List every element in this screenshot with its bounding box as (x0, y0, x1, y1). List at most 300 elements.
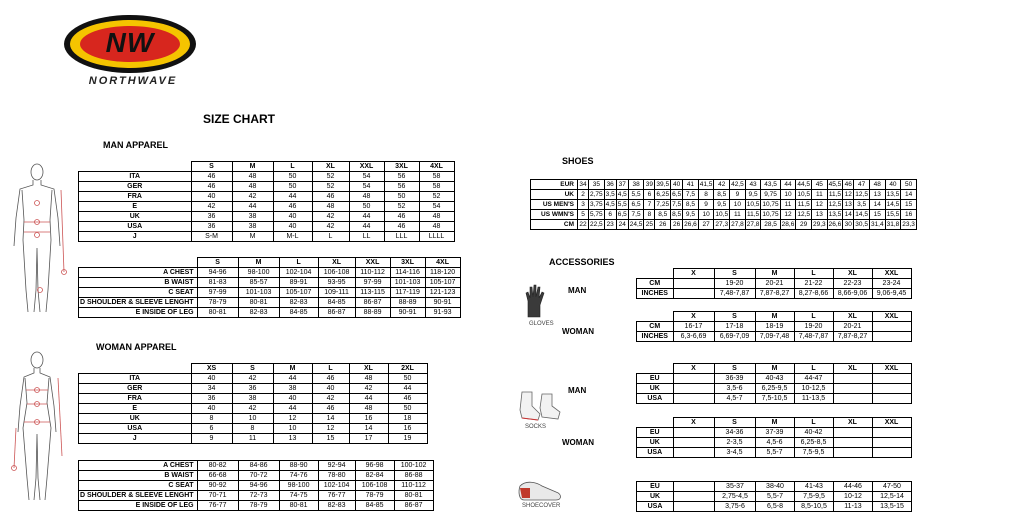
cell: 31,8 (886, 221, 900, 228)
cell: 19-20 (714, 279, 755, 289)
cell: 40 (273, 222, 312, 232)
row-label: UK (79, 212, 192, 222)
row-label: UK (637, 492, 674, 502)
table-row (637, 438, 912, 448)
cell: 8 (232, 424, 273, 434)
cell: 14 (312, 414, 349, 424)
row-label: FRA (79, 394, 192, 404)
cell: 8,5 (655, 210, 671, 220)
cell: M-L (273, 232, 312, 242)
cell: 11 (780, 200, 796, 210)
cell: 7,5-10,5 (755, 394, 794, 404)
cell: 12 (844, 191, 852, 198)
cell: 94-96 (197, 268, 238, 278)
cell: 56 (384, 182, 419, 192)
cell (872, 322, 911, 332)
cell: 54 (349, 182, 384, 192)
header-cell: XL (833, 269, 872, 279)
cell: 2 (578, 190, 589, 200)
cell: 8 (698, 190, 714, 200)
cell: 6,25-8,5 (794, 438, 833, 448)
cell: 44-47 (794, 374, 833, 384)
cell: 26,6 (684, 221, 697, 228)
table-row (637, 322, 912, 332)
cell (674, 502, 715, 512)
cell: 91-93 (425, 308, 460, 318)
table-row (79, 232, 455, 242)
cell: 13 (844, 201, 852, 208)
cell: 105-107 (279, 288, 318, 298)
cell (833, 394, 872, 404)
cell: 48 (349, 192, 384, 202)
table-row (79, 461, 434, 471)
gloves-man-table (636, 268, 912, 299)
cell: 44 (388, 384, 427, 394)
cell: 76-77 (318, 491, 355, 501)
logo-brand: NORTHWAVE (88, 75, 178, 87)
cell: 9 (698, 200, 714, 210)
cell: 44 (273, 192, 312, 202)
cell: 113-115 (355, 288, 390, 298)
row-label: CM (531, 220, 578, 230)
cell: 6,5 (617, 211, 627, 218)
cell (833, 438, 872, 448)
cell: 12,5 (855, 191, 868, 198)
cell: 6,3-6,69 (673, 332, 714, 342)
cell: 114-116 (390, 268, 425, 278)
header-cell: XL (833, 364, 872, 374)
cell (673, 384, 714, 394)
header-cell: XL (833, 418, 872, 428)
cell: 82-83 (318, 501, 355, 511)
cell: 40-43 (755, 374, 794, 384)
cell: 18 (388, 414, 427, 424)
cell: L (312, 232, 349, 242)
table-header-row (637, 364, 912, 374)
table-row (79, 404, 428, 414)
table-row (79, 374, 428, 384)
cell: 47 (854, 180, 870, 190)
table-row (79, 394, 428, 404)
cell: 14 (869, 200, 885, 210)
cell: 24,5 (629, 221, 643, 228)
cell: 44 (780, 180, 796, 190)
cell: 46 (388, 394, 427, 404)
cell: 82-83 (279, 298, 318, 308)
cell: 11-13,5 (794, 394, 833, 404)
cell: 14 (901, 190, 917, 200)
row-label: USA (637, 394, 674, 404)
table-header-row (637, 269, 912, 279)
cell: 20-21 (755, 279, 794, 289)
cell (673, 428, 714, 438)
header-cell: M (755, 269, 794, 279)
cell (673, 279, 714, 289)
cell: 110-112 (355, 268, 390, 278)
cell: 28,5 (761, 220, 780, 230)
cell: 34-36 (714, 428, 755, 438)
table-row (79, 268, 461, 278)
cell: 16 (388, 424, 427, 434)
socks-man-table (636, 363, 912, 404)
cell: 3,75-6 (715, 502, 756, 512)
row-label: CM (637, 322, 674, 332)
cell: 15 (901, 200, 917, 210)
cell: 96-98 (355, 461, 394, 471)
table-row (637, 448, 912, 458)
cell: 44 (273, 404, 312, 414)
cell: 88-89 (355, 308, 390, 318)
cell: 54 (419, 202, 454, 212)
cell: 42 (232, 404, 273, 414)
cell: 7,48-7,87 (794, 332, 833, 342)
cell: 6,25 (656, 191, 670, 198)
header-cell: 4XL (425, 258, 460, 268)
man-size-conversion-table (78, 161, 455, 242)
cell: 80-81 (238, 298, 279, 308)
header-cell: M (273, 364, 312, 374)
cell: 26 (655, 220, 671, 230)
cell (872, 428, 911, 438)
header-cell: L (794, 312, 833, 322)
cell: 6,5 (672, 191, 682, 198)
cell: 41 (683, 180, 699, 190)
cell: 86-87 (318, 308, 355, 318)
cell: 12 (273, 414, 312, 424)
cell: 48 (419, 212, 454, 222)
table-row (79, 182, 455, 192)
cell: 10 (698, 210, 714, 220)
cell: 11 (730, 210, 746, 220)
row-label: US MEN'S (531, 200, 578, 210)
cell: 12,5-14 (873, 492, 912, 502)
logo-initials: NW (105, 27, 155, 58)
header-cell: X (673, 418, 714, 428)
row-label: C SEAT (79, 288, 198, 298)
row-label: GER (79, 182, 192, 192)
row-label: UK (637, 384, 674, 394)
cell: 45,5 (828, 181, 842, 188)
cell: 8,5-10,5 (795, 502, 834, 512)
cell: 2,75-4,5 (715, 492, 756, 502)
gloves-caption: GLOVES (529, 321, 554, 327)
cell: 16-17 (673, 322, 714, 332)
cell: 9,06-9,45 (872, 289, 911, 299)
cell: 11 (232, 434, 273, 444)
header-cell: M (238, 258, 279, 268)
cell: 40-42 (794, 428, 833, 438)
cell: 38 (232, 394, 273, 404)
row-label: B WAIST (79, 471, 198, 481)
table-row (637, 502, 912, 512)
cell: 50 (388, 374, 427, 384)
cell: 44 (349, 394, 388, 404)
cell: 7,5 (683, 190, 699, 200)
header-cell: 3XL (384, 162, 419, 172)
cell: 24 (616, 220, 628, 230)
cell: 27,3 (715, 221, 729, 228)
cell (833, 428, 872, 438)
cell (872, 384, 911, 394)
cell: 38 (232, 212, 273, 222)
cell: 34 (579, 181, 587, 188)
cell: 40 (191, 404, 232, 414)
shoecover-table (636, 481, 912, 512)
cell: 22 (579, 221, 587, 228)
cell: 13 (273, 434, 312, 444)
cell: 23,3 (902, 221, 915, 228)
cell (833, 374, 872, 384)
cell: 8,5 (714, 190, 730, 200)
cell: 19 (388, 434, 427, 444)
cell: 8,5 (672, 211, 682, 218)
table-row (79, 202, 455, 212)
cell: 48 (312, 202, 349, 212)
table-header-row (637, 418, 912, 428)
cell: 30 (844, 221, 852, 228)
table-row (637, 279, 912, 289)
cell: 7,09-7,48 (755, 332, 794, 342)
woman-figure (6, 348, 68, 508)
cell: 9,5 (745, 190, 761, 200)
cell: 90-92 (197, 481, 238, 491)
corner-cell (637, 269, 674, 279)
cell: 42 (349, 384, 388, 394)
cell: 40 (191, 192, 232, 202)
cell: 9,75 (761, 190, 780, 200)
cell: 44 (349, 212, 384, 222)
cell: 93-95 (318, 278, 355, 288)
cell: 36 (191, 222, 232, 232)
row-label: A CHEST (79, 461, 198, 471)
table-row (79, 288, 461, 298)
cell: 58 (419, 172, 454, 182)
table-row (531, 200, 917, 210)
table-row (79, 192, 455, 202)
table-row (637, 374, 912, 384)
header-cell: XL (833, 312, 872, 322)
cell: 44-46 (834, 482, 873, 492)
corner-cell (637, 312, 674, 322)
table-row (79, 222, 455, 232)
cell: 76-77 (197, 501, 238, 511)
cell: 98-100 (238, 268, 279, 278)
cell: 4,5-7 (714, 394, 755, 404)
cell (872, 332, 911, 342)
cell: 42,5 (731, 181, 744, 188)
cell: 11,5 (746, 211, 760, 218)
header-cell: S (714, 312, 755, 322)
table-header-row (637, 312, 912, 322)
corner-cell (637, 418, 674, 428)
cell: 6,5-8 (756, 502, 795, 512)
cell: 40 (273, 212, 312, 222)
cell: 80-81 (197, 308, 238, 318)
cell: 82-83 (238, 308, 279, 318)
header-cell: L (273, 162, 312, 172)
cell: 6,5 (628, 200, 644, 210)
cell: 110-112 (394, 481, 433, 491)
cell: 9,5 (683, 210, 699, 220)
cell: 4,5 (605, 201, 615, 208)
header-cell: M (755, 418, 794, 428)
corner-cell (637, 364, 674, 374)
header-cell: XXL (355, 258, 390, 268)
cell: 117-119 (390, 288, 425, 298)
cell: 40 (671, 180, 683, 190)
cell: 6,25-9,5 (755, 384, 794, 394)
cell: 46 (191, 172, 232, 182)
cell: 7,25 (656, 201, 670, 208)
page-title: SIZE CHART (203, 112, 275, 126)
row-label: EUR (531, 180, 578, 190)
cell: 97-99 (355, 278, 390, 288)
row-label: UK (637, 438, 674, 448)
row-label: E (79, 404, 192, 414)
cell: 42 (312, 394, 349, 404)
cell (673, 374, 714, 384)
row-label: D SHOULDER & SLEEVE LENGHT (79, 491, 198, 501)
header-cell: XL (312, 162, 349, 172)
cell: 35 (589, 180, 605, 190)
cell (673, 438, 714, 448)
table-row (637, 394, 912, 404)
cell: 72-73 (238, 491, 279, 501)
cell (872, 438, 911, 448)
cell: 11,5 (828, 191, 842, 198)
cell: 105-107 (425, 278, 460, 288)
table-row (637, 289, 912, 299)
row-label: INCHES (637, 289, 674, 299)
row-label: UK (531, 190, 578, 200)
cell: 90-91 (390, 308, 425, 318)
cell: 39 (645, 181, 654, 188)
cell: 10,5 (797, 191, 810, 198)
cell (674, 482, 715, 492)
accessories-heading: ACCESSORIES (549, 257, 615, 267)
cell: 84-85 (318, 298, 355, 308)
cell: 2,75 (590, 191, 603, 198)
header-cell: S (232, 364, 273, 374)
cell (872, 374, 911, 384)
cell: 10 (780, 190, 796, 200)
shoecover-caption: SHOECOVER (522, 503, 561, 509)
row-label: B WAIST (79, 278, 198, 288)
cell: 42 (232, 374, 273, 384)
cell: 15,5 (886, 211, 900, 218)
cell (674, 492, 715, 502)
corner-cell (79, 364, 192, 374)
cell: 89-91 (279, 278, 318, 288)
cell: 85-57 (238, 278, 279, 288)
row-label: FRA (79, 192, 192, 202)
man-figure (6, 160, 68, 320)
table-row (637, 428, 912, 438)
cell: 6,69-7,09 (714, 332, 755, 342)
cell: 98-100 (279, 481, 318, 491)
row-label: J (79, 232, 192, 242)
cell: 36 (191, 212, 232, 222)
cell: 16 (349, 414, 388, 424)
cell: 48 (232, 182, 273, 192)
header-cell: X (673, 312, 714, 322)
header-cell: M (232, 162, 273, 172)
cell: 10,75 (762, 201, 779, 208)
cell: 46 (384, 222, 419, 232)
cell: 46 (191, 182, 232, 192)
cell: 36 (604, 180, 616, 190)
cell: 50 (273, 182, 312, 192)
row-label: A CHEST (79, 268, 198, 278)
cell: 2-3,5 (714, 438, 755, 448)
cell: 78-79 (355, 491, 394, 501)
row-label: EU (637, 374, 674, 384)
cell: 48 (232, 172, 273, 182)
cell: 46 (312, 192, 349, 202)
table-header-row (79, 364, 428, 374)
cell: 7,48-7,87 (714, 289, 755, 299)
row-label: USA (637, 502, 674, 512)
cell: 102-104 (318, 481, 355, 491)
cell: 22,5 (590, 221, 603, 228)
cell: 3,75 (590, 201, 603, 208)
cell: 28,6 (781, 221, 795, 228)
cell: 14,5 (886, 201, 900, 208)
table-row (637, 482, 912, 492)
row-label: J (79, 434, 192, 444)
cell: 5 (578, 210, 589, 220)
cell: 42 (232, 192, 273, 202)
cell: 88-89 (390, 298, 425, 308)
cell: 17-18 (714, 322, 755, 332)
cell: 100-102 (394, 461, 433, 471)
cell: 4,5-6 (755, 438, 794, 448)
cell: 8,27-8,66 (794, 289, 833, 299)
socks-woman-label: WOMAN (562, 438, 594, 447)
cell: 9,5 (714, 200, 730, 210)
cell: 88-90 (279, 461, 318, 471)
row-label: E (79, 202, 192, 212)
cell: 118-120 (425, 268, 460, 278)
header-cell: L (794, 364, 833, 374)
gloves-woman-label: WOMAN (562, 327, 594, 336)
cell: 84-85 (279, 308, 318, 318)
cell: 13,5 (886, 191, 900, 198)
cell: 50 (901, 180, 917, 190)
cell: LLLL (419, 232, 454, 242)
row-label: UK (79, 414, 192, 424)
cell: 6 (644, 190, 655, 200)
woman-apparel-heading: WOMAN APPAREL (96, 342, 177, 352)
cell: 8,66-9,06 (833, 289, 872, 299)
cell: 36-39 (714, 374, 755, 384)
cell (673, 448, 714, 458)
socks-icon (516, 390, 564, 422)
cell: 34 (191, 384, 232, 394)
row-label: USA (79, 424, 192, 434)
cell: 44 (273, 374, 312, 384)
cell: 10-12,5 (794, 384, 833, 394)
header-cell: XXL (349, 162, 384, 172)
cell: 4,5 (617, 191, 627, 198)
cell: 7,87-8,27 (755, 289, 794, 299)
cell: 50 (388, 404, 427, 414)
cell: 40 (312, 384, 349, 394)
cell: S-M (191, 232, 232, 242)
row-label: ITA (79, 374, 192, 384)
cell: 37 (616, 180, 628, 190)
cell: 12,5 (797, 211, 810, 218)
